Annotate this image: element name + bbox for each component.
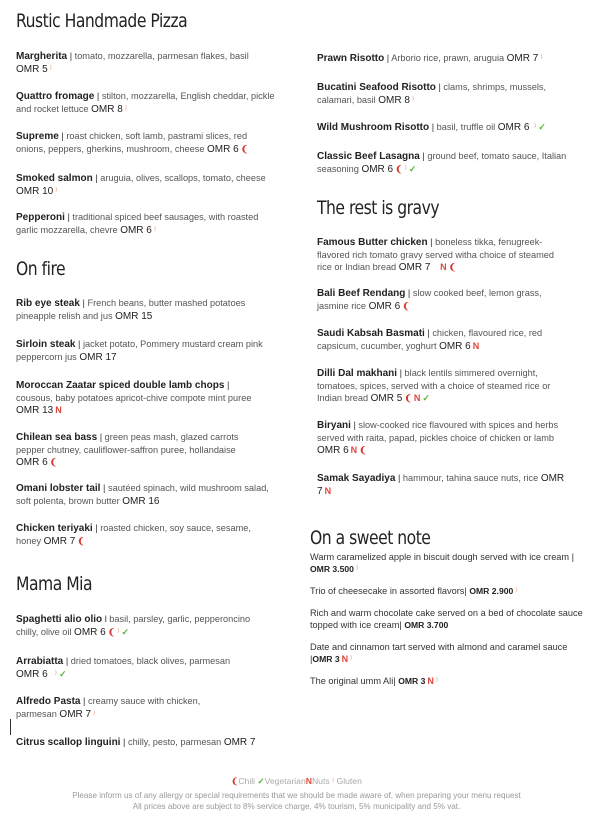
nuts-icon: N	[427, 676, 434, 686]
menu-item: Supreme | roast chicken, soft lamb, pastrami slices, red onions, peppers, gherkins, mushroom, cheese OMR 6 ❨	[16, 131, 249, 155]
menu-item: Arrabiatta | dried tomatoes, black olives, parmesan OMR 6 ⁾ ✓	[16, 656, 231, 680]
gluten-icon: ⁾	[534, 122, 537, 132]
dessert-item: The original umm Ali| OMR 3 N ⁾	[310, 676, 439, 686]
allergy-note: Please inform us of any allergy or special requirements that we should be made aware of, when preparing your menu request	[72, 791, 521, 800]
chili-icon: ❨	[49, 457, 58, 467]
gluten-icon: ⁾	[49, 64, 52, 74]
item-price: OMR 6	[317, 445, 349, 456]
gluten-icon: ⁾	[54, 669, 57, 679]
item-name: Spaghetti alio olio	[16, 614, 103, 625]
chili-icon: ❨	[448, 262, 457, 272]
menu-item: Pepperoni | traditional spiced beef sausages, with roasted garlic mozzarella, chevre OMR 6 ⁾	[16, 212, 259, 236]
item-desc: French beans, butter mashed potatoes pineapple relish and jus	[16, 298, 246, 321]
section-title-pizza: Rustic Handmade Pizza	[16, 10, 188, 32]
item-desc: creamy sauce with chicken, parmesan	[16, 696, 201, 719]
menu-item: Sirloin steak | jacket potato, Pommery mustard cream pink peppercorn jus OMR 17	[16, 339, 263, 363]
chili-icon: ❨	[359, 445, 367, 455]
item-desc: green peas mash, glazed carrots pepper chutney, cauliflower-saffron puree, hollandaise	[16, 432, 239, 455]
menu-item: Biryani | slow-cooked rice flavoured with spices and herbs served with raita, papad, pickles choice of chicken or lamb OMR 6 N ❨	[317, 420, 559, 456]
item-price: OMR 6	[74, 627, 106, 638]
item-desc: tomato, mozzarella, parmesan flakes, basil	[74, 51, 249, 61]
item-price: OMR 6	[16, 669, 48, 680]
menu-item: Prawn Risotto | Arborio rice, prawn, aruguia OMR 7 ⁾	[317, 53, 543, 64]
item-name: Omani lobster tail	[16, 483, 101, 494]
item-name: Biryani	[317, 420, 351, 431]
item-desc: jacket potato, Pommery mustard cream pink peppercorn jus	[16, 339, 263, 362]
nuts-icon: N	[324, 486, 332, 496]
item-desc: slow cooked beef, lemon grass, jasmine rice	[317, 288, 542, 311]
item-price: OMR 3.700	[404, 620, 449, 630]
text-cursor	[10, 719, 11, 735]
menu-item: Saudi Kabsah Basmati | chicken, flavoured rice, red capsicum, cucumber, yoghurt OMR 6 N	[317, 328, 543, 352]
item-desc: Warm caramelized apple in biscuit dough served with ice cream	[310, 552, 570, 562]
item-name: Classic Beef Lasagna	[317, 151, 420, 162]
item-desc: roasted chicken, soy sauce, sesame, honey	[16, 523, 251, 546]
item-name: Dilli Dal makhani	[317, 368, 398, 379]
vegetarian-icon: ✓	[538, 122, 546, 132]
item-price: OMR 17	[79, 352, 117, 363]
item-desc: roast chicken, soft lamb, pastrami slices, red onions, peppers, gherkins, mushroom, cheese	[16, 131, 248, 154]
nuts-icon: N	[350, 445, 358, 455]
item-price: OMR 2.900	[469, 586, 514, 596]
menu-item: Chicken teriyaki | roasted chicken, soy sauce, sesame, honey OMR 7 ❨	[16, 523, 251, 547]
item-desc: slow-cooked rice flavoured with spices and herbs served with raita, papad, pickles choice of chicken or lamb	[317, 420, 559, 443]
item-name: Arrabiatta	[16, 656, 64, 667]
chili-icon: ❨	[77, 536, 85, 546]
item-desc: Date and cinnamon tart served with almond and caramel sauce	[310, 642, 568, 652]
item-name: Samak Sayadiya	[317, 473, 396, 484]
item-name: Bali Beef Rendang	[317, 288, 406, 299]
item-desc: cousous, baby potatoes apricot-chive compote mint puree	[16, 393, 252, 403]
item-name: Chicken teriyaki	[16, 523, 93, 534]
menu-item: Famous Butter chicken | boneless tikka, fenugreek-flavored rich tomato gravy served witha choice of steamed rice or Indian bread OMR 7 N ❨	[317, 237, 554, 273]
menu-item: Dilli Dal makhani | black lentils simmered overnight, tomatoes, spices, served with a choice of steamed rice or Indian bread OMR 5 ❨ N ✓	[317, 368, 551, 404]
nuts-icon: N	[440, 262, 447, 272]
menu-item: Chilean sea bass | green peas mash, glazed carrots pepper chutney, cauliflower-saffron puree, hollandaise OMR 6 ❨	[16, 432, 239, 468]
item-desc: chicken, flavoured rice, red capsicum, cucumber, yoghurt	[317, 328, 543, 351]
nuts-icon: N	[413, 393, 421, 403]
item-desc: aruguia, olives, scallops, tomato, cheese	[100, 173, 266, 183]
menu-item: Bucatini Seafood Risotto | clams, shrimps, mussels, calamari, basil OMR 8 ⁾	[317, 82, 547, 106]
section-title-gravy: The rest is gravy	[317, 197, 440, 219]
item-price: OMR 6	[439, 341, 471, 352]
nuts-icon: N	[305, 776, 312, 786]
item-price: OMR 13	[16, 405, 54, 416]
item-price: OMR 8	[378, 95, 410, 106]
gluten-icon: ⁾	[332, 776, 335, 786]
item-price: OMR 7	[317, 473, 565, 497]
item-name: Alfredo Pasta	[16, 696, 81, 707]
nuts-icon: N	[341, 654, 349, 664]
gluten-icon: ⁾	[93, 709, 96, 719]
menu-item: Moroccan Zaatar spiced double lamb chops | cousous, baby potatoes apricot-chive compote mint puree OMR 13 N	[16, 380, 252, 416]
vegetarian-icon: ✓	[59, 669, 67, 679]
vegetarian-icon: ✓	[422, 393, 430, 403]
gluten-icon: ⁾	[350, 654, 353, 664]
item-price: OMR 7	[59, 709, 92, 720]
item-desc: basil, truffle oil	[436, 122, 496, 132]
legend-vegetarian: Vegetarian	[264, 776, 306, 786]
item-name: Supreme	[16, 131, 59, 142]
item-price: OMR 6	[361, 164, 394, 175]
dietary-legend	[0, 776, 593, 787]
item-name: Margherita	[16, 51, 68, 62]
item-name: Famous Butter chicken	[317, 237, 428, 248]
item-price: OMR 6	[16, 457, 48, 468]
item-name: Bucatini Seafood Risotto	[317, 82, 436, 93]
item-price: OMR 7	[506, 53, 539, 64]
item-desc: Arborio rice, prawn, aruguia	[391, 53, 505, 63]
chili-icon: ❨	[404, 393, 412, 403]
gluten-icon: ⁾	[404, 164, 407, 174]
dessert-item: Rich and warm chocolate cake served on a bed of chocolate sauce topped with ice cream| OMR 3.700	[310, 608, 583, 630]
item-price: OMR 3	[398, 676, 426, 686]
legend-chili: Chili	[238, 776, 256, 786]
menu-item: Citrus scallop linguini | chilly, pesto, parmesan OMR 7	[16, 737, 256, 748]
item-name: Chilean sea bass	[16, 432, 98, 443]
chili-icon: ❨	[402, 301, 410, 311]
item-price: OMR 7	[43, 536, 76, 547]
item-desc: traditional spiced beef sausages, with roasted garlic mozzarella, chevre	[16, 212, 259, 235]
item-name: Moroccan Zaatar spiced double lamb chops	[16, 380, 225, 391]
vegetarian-icon: ✓	[408, 164, 417, 174]
item-price: OMR 6	[207, 144, 239, 155]
menu-item: Rib eye steak | French beans, butter mashed potatoes pineapple relish and jus OMR 15	[16, 298, 246, 322]
gluten-icon: ⁾	[117, 627, 120, 637]
gluten-icon: ⁾	[515, 586, 518, 596]
item-name: Sirloin steak	[16, 339, 76, 350]
item-price: OMR 3.500	[310, 564, 354, 574]
item-name: Pepperoni	[16, 212, 65, 223]
gluten-icon: ⁾	[124, 104, 127, 114]
item-desc: Rich and warm chocolate cake served on a bed of chocolate sauce topped with ice cream	[310, 608, 583, 630]
menu-item: Smoked salmon | aruguia, olives, scallops, tomato, cheese OMR 10 ⁾	[16, 173, 266, 197]
menu-item: Classic Beef Lasagna | ground beef, tomato sauce, Italian seasoning OMR 6 ❨ ⁾ ✓	[317, 151, 567, 175]
menu-item: Spaghetti alio olio l basil, parsley, garlic, pepperoncino chilly, olive oil OMR 6 ❨ ⁾ ✓	[16, 614, 251, 638]
gluten-icon: ⁾	[355, 564, 359, 574]
gluten-icon: ⁾	[540, 53, 543, 63]
item-desc: sautéed spinach, wild mushroom salad, soft polenta, brown butter	[16, 483, 269, 506]
item-price: OMR 5	[370, 393, 403, 404]
item-price: OMR 5	[16, 64, 48, 75]
item-price: OMR 7	[223, 737, 256, 748]
item-desc: boneless tikka, fenugreek-flavored rich tomato gravy served witha choice of steamed rice or Indian bread	[317, 237, 554, 272]
gluten-icon: ⁾	[55, 186, 58, 196]
item-price: OMR 15	[115, 311, 153, 322]
legend-gluten: Gluten	[336, 776, 362, 786]
dessert-item: Date and cinnamon tart served with almond and caramel sauce |OMR 3 N ⁾	[310, 642, 568, 664]
menu-item: Margherita | tomato, mozzarella, parmesan flakes, basil OMR 5 ⁾	[16, 51, 249, 75]
item-price: OMR 10	[16, 186, 54, 197]
gluten-icon: ⁾	[153, 225, 157, 235]
item-price: OMR 6	[368, 301, 401, 312]
item-desc: chilly, pesto, parmesan	[127, 737, 222, 747]
menu-item: Samak Sayadiya | hammour, tahina sauce nuts, rice OMR 7 N	[317, 473, 565, 497]
vegetarian-icon: ✓	[257, 776, 265, 786]
gluten-icon: ⁾	[435, 676, 439, 686]
vegetarian-icon: ✓	[121, 627, 130, 637]
chili-icon: ❨	[240, 144, 249, 154]
item-price: OMR 8	[91, 104, 123, 115]
nuts-icon: N	[472, 341, 480, 351]
item-price: OMR 6	[120, 225, 152, 236]
item-price: OMR 3	[312, 654, 340, 664]
item-name: Saudi Kabsah Basmati	[317, 328, 425, 339]
item-name: Quattro fromage	[16, 91, 95, 102]
item-price: OMR 6	[497, 122, 530, 133]
menu-item: Wild Mushroom Risotto | basil, truffle oil OMR 6 ⁾ ✓	[317, 122, 546, 133]
item-desc: The original umm Ali	[310, 676, 394, 686]
dessert-item: Trio of cheesecake in assorted flavors| OMR 2.900 ⁾	[310, 586, 518, 596]
menu-item: Quattro fromage | stilton, mozzarella, English cheddar, pickle and rocket lettuce OMR 8 ⁾	[16, 91, 275, 115]
section-title-onfire: On fire	[16, 258, 66, 280]
item-desc: dried tomatoes, black olives, parmesan	[70, 656, 231, 666]
item-name: Rib eye steak	[16, 298, 80, 309]
legend-nuts: Nuts	[311, 776, 330, 786]
chili-icon: ❨	[395, 164, 403, 174]
item-desc: black lentils simmered overnight, tomatoes, spices, served with a choice of steamed rice or Indian bread	[317, 368, 551, 403]
nuts-icon: N	[55, 405, 62, 415]
item-desc: ground beef, tomato sauce, Italian seasoning	[317, 151, 567, 174]
item-price: OMR 7	[398, 262, 431, 273]
menu-item: Omani lobster tail | sautéed spinach, wild mushroom salad, soft polenta, brown butter OMR 16	[16, 483, 269, 507]
item-desc: stilton, mozzarella, English cheddar, pickle and rocket lettuce	[16, 91, 275, 114]
gluten-icon: ⁾	[411, 95, 415, 105]
item-price: OMR 16	[122, 496, 160, 507]
item-desc: Trio of cheesecake in assorted flavors	[310, 586, 465, 596]
item-name: Citrus scallop linguini	[16, 737, 121, 748]
price-note: All prices above are subject to 8% service charge, 4% tourism, 5% municipality and 5% vat.	[132, 802, 461, 811]
dessert-item: Warm caramelized apple in biscuit dough served with ice cream | OMR 3.500 ⁾	[310, 552, 575, 574]
chili-icon: ❨	[107, 627, 116, 637]
section-title-sweet: On a sweet note	[310, 527, 431, 549]
item-desc: clams, shrimps, mussels, calamari, basil	[317, 82, 547, 105]
item-name: Prawn Risotto	[317, 53, 385, 64]
item-name: Wild Mushroom Risotto	[317, 122, 430, 133]
item-desc: basil, parsley, garlic, pepperoncino chilly, olive oil	[16, 614, 251, 637]
section-title-mamamia: Mama Mia	[16, 573, 93, 595]
item-desc: hammour, tahina sauce nuts, rice	[402, 473, 539, 483]
menu-item: Alfredo Pasta | creamy sauce with chicken, parmesan OMR 7 ⁾	[16, 696, 201, 720]
chili-icon: ❨	[231, 776, 239, 786]
item-name: Smoked salmon	[16, 173, 93, 184]
menu-item: Bali Beef Rendang | slow cooked beef, lemon grass, jasmine rice OMR 6 ❨	[317, 288, 542, 312]
